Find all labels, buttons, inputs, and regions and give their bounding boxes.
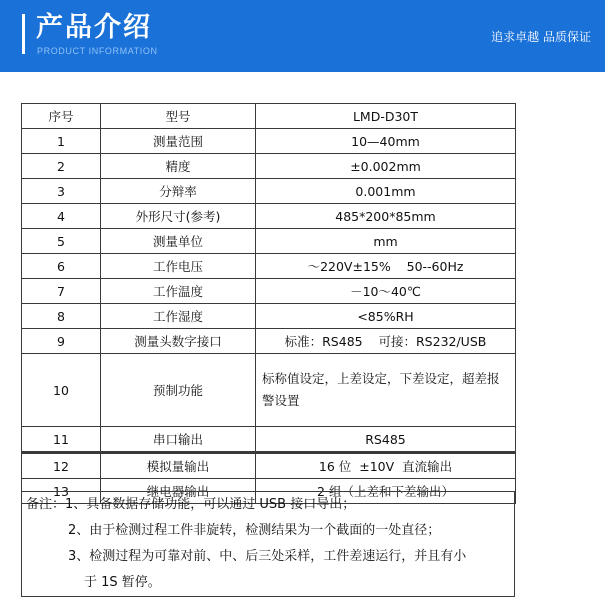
row-number: 2: [22, 154, 101, 179]
note-line-4: 于 1S 暂停。: [84, 575, 161, 590]
row-value: 2 组（上差和下差输出）: [256, 479, 516, 504]
table-row: [22, 229, 516, 254]
row-item: 测量头数字接口: [101, 329, 256, 354]
row-item: 预制功能: [101, 354, 256, 427]
row-item: 分辩率: [101, 179, 256, 204]
row-value: ±0.002mm: [256, 154, 516, 179]
row-item: 继电器输出: [101, 479, 256, 504]
row-item: 工作电压: [101, 254, 256, 279]
table-row: [22, 427, 516, 453]
table-row: [22, 304, 516, 329]
row-item: 工作温度: [101, 279, 256, 304]
title-accent-bar: [22, 14, 25, 54]
table-row: [22, 279, 516, 304]
row-value: mm: [256, 229, 516, 254]
row-item: 测量范围: [101, 129, 256, 154]
row-number: 3: [22, 179, 101, 204]
table-row: [22, 154, 516, 179]
row-number: 4: [22, 204, 101, 229]
table-row: [22, 453, 516, 479]
row-value: 标称值设定，上差设定，下差设定，超差报警设置: [256, 354, 516, 427]
page-subtitle: PRODUCT INFORMATION: [37, 46, 158, 56]
row-number: 11: [22, 427, 101, 453]
slogan: 追求卓越 品质保证: [491, 30, 591, 44]
row-value: －10～40℃: [256, 279, 516, 304]
table-row: [22, 354, 516, 427]
table-row: [22, 129, 516, 154]
row-number: 7: [22, 279, 101, 304]
row-value: 485*200*85mm: [256, 204, 516, 229]
row-value: 16 位 ±10V 直流输出: [256, 453, 516, 479]
row-number: 6: [22, 254, 101, 279]
row-item: 工作湿度: [101, 304, 256, 329]
table-row: [22, 204, 516, 229]
row-item: 精度: [101, 154, 256, 179]
row-value: ～220V±15% 50--60Hz: [256, 254, 516, 279]
row-value: RS485: [256, 427, 516, 453]
row-item: 外形尺寸(参考): [101, 204, 256, 229]
row-item: 测量单位: [101, 229, 256, 254]
header-cell-no: 序号: [22, 104, 101, 129]
row-value: <85%RH: [256, 304, 516, 329]
table-row: [22, 329, 516, 354]
header-cell-item: 型号: [101, 104, 256, 129]
page-title: 产品介绍: [36, 12, 152, 43]
header-cell-model: LMD-D30T: [256, 104, 516, 129]
row-number: 5: [22, 229, 101, 254]
row-item: 模拟量输出: [101, 453, 256, 479]
note-line-3: 3、检测过程为可靠对前、中、后三处采样，工件差速运行，并且有小: [68, 549, 467, 564]
note-line-1: 备注：1、具备数据存储功能，可以通过 USB 接口导出；: [26, 497, 356, 512]
row-number: 1: [22, 129, 101, 154]
header-banner: [0, 0, 605, 72]
table-header-row: [22, 104, 516, 129]
table-row: [22, 254, 516, 279]
row-number: 8: [22, 304, 101, 329]
note-line-2: 2、由于检测过程工件非旋转，检测结果为一个截面的一处直径；: [68, 523, 441, 538]
row-number: 13: [22, 479, 101, 504]
spec-table: [21, 103, 516, 504]
notes-box: [21, 491, 515, 597]
row-value: 10—40mm: [256, 129, 516, 154]
row-number: 12: [22, 453, 101, 479]
row-value: 标准：RS485 可接：RS232/USB: [256, 329, 516, 354]
row-value: 0.001mm: [256, 179, 516, 204]
row-number: 10: [22, 354, 101, 427]
row-item: 串口输出: [101, 427, 256, 453]
table-row: [22, 179, 516, 204]
row-number: 9: [22, 329, 101, 354]
